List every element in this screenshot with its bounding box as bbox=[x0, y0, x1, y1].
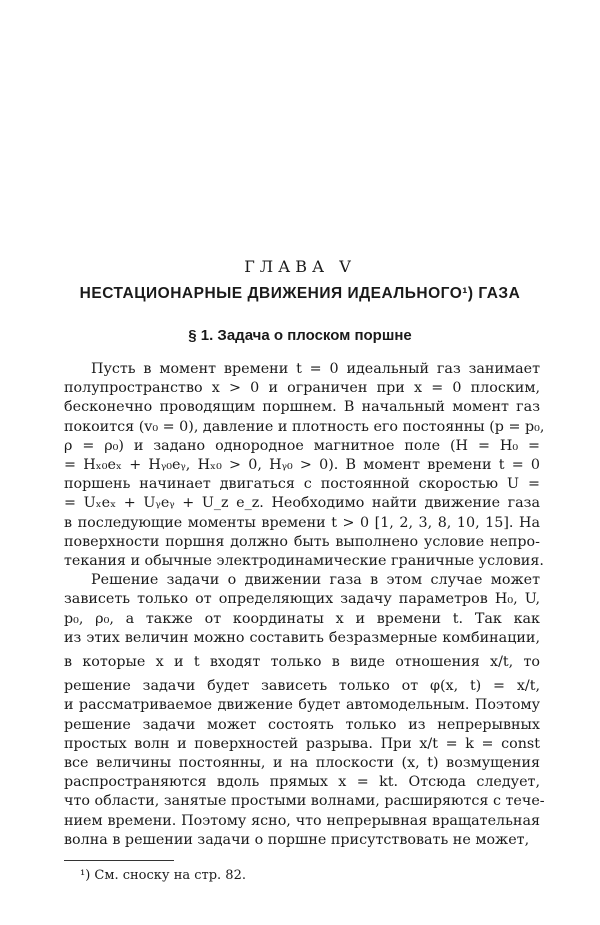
paragraph-line: решение задачи может состоять только из непрерывных bbox=[64, 716, 540, 733]
paragraph-line: из этих величин можно составить безразмерные комбинации, bbox=[64, 629, 540, 646]
paragraph-line: поверхности поршня должно быть выполнено условие непро- bbox=[64, 533, 540, 550]
paragraph-line: все величины постоянны, и на плоскости (x, t) возмущения bbox=[64, 755, 540, 771]
paragraph-line: бесконечно проводящим поршнем. В начальный момент газ bbox=[64, 399, 540, 416]
paragraph-line: решение задачи будет зависеть только от φ(x, t) = x/t, bbox=[64, 678, 540, 695]
paragraph-line: зависеть только от определяющих задачу параметров H₀, U, bbox=[64, 591, 540, 608]
paragraph-line: покоится (v₀ = 0), давление и плотность его постоянны (p = p₀, bbox=[64, 418, 545, 435]
paragraph-line: нием времени. Поэтому ясно, что непрерывная вращательная bbox=[64, 812, 540, 829]
paragraph-line: распространяются вдоль прямых x = kt. Отсюда следует, bbox=[64, 774, 540, 791]
paragraph-line: и рассматриваемое движение будет автомодельным. Поэтому bbox=[64, 697, 540, 714]
section-title: § 1. Задача о плоском поршне bbox=[188, 327, 412, 344]
paragraph-line: в последующие моменты времени t > 0 [1, 2, 3, 8, 10, 15]. На bbox=[64, 514, 540, 531]
paragraph-line: Пусть в момент времени t = 0 идеальный газ занимает bbox=[91, 361, 540, 377]
paragraph-line: текания и обычные электродинамические граничные условия. bbox=[64, 553, 544, 569]
paragraph-line: полупространство x > 0 и ограничен при x = 0 плоским, bbox=[64, 380, 540, 397]
chapter-title: НЕСТАЦИОНАРНЫЕ ДВИЖЕНИЯ ИДЕАЛЬНОГО¹) ГАЗА bbox=[79, 285, 521, 302]
chapter-label: ГЛАВА V bbox=[244, 257, 356, 276]
paragraph-line: = Uₓeₓ + Uᵧeᵧ + U_z e_z. Необходимо найти движение газа bbox=[64, 495, 540, 512]
paragraph-line: p₀, ρ₀, а также от координаты x и времени t. Так как bbox=[64, 610, 540, 627]
paragraph-line: поршень начинает двигаться с постоянной скоростью U = bbox=[64, 476, 540, 493]
footnote: ¹) См. сноску на стр. 82. bbox=[80, 867, 246, 883]
footnote-rule bbox=[64, 860, 174, 861]
paragraph-line: ρ = ρ₀) и задано однородное магнитное поле (H = H₀ = bbox=[64, 437, 540, 454]
paragraph-line: = Hₓ₀eₓ + Hᵧ₀eᵧ, Hₓ₀ > 0, Hᵧ₀ > 0). В момент времени t = 0 bbox=[64, 457, 540, 473]
paragraph-line: Решение задачи о движении газа в этом случае может bbox=[91, 572, 540, 589]
paragraph-line: что области, занятые простыми волнами, расширяются с тече- bbox=[64, 793, 545, 810]
paragraph-line: волна в решении задачи о поршне присутствовать не может, bbox=[64, 831, 530, 848]
paragraph-line: простых волн и поверхностей разрыва. При x/t = k = const bbox=[64, 735, 540, 752]
paragraph-line: в которые x и t входят только в виде отношения x/t, то bbox=[64, 654, 540, 670]
